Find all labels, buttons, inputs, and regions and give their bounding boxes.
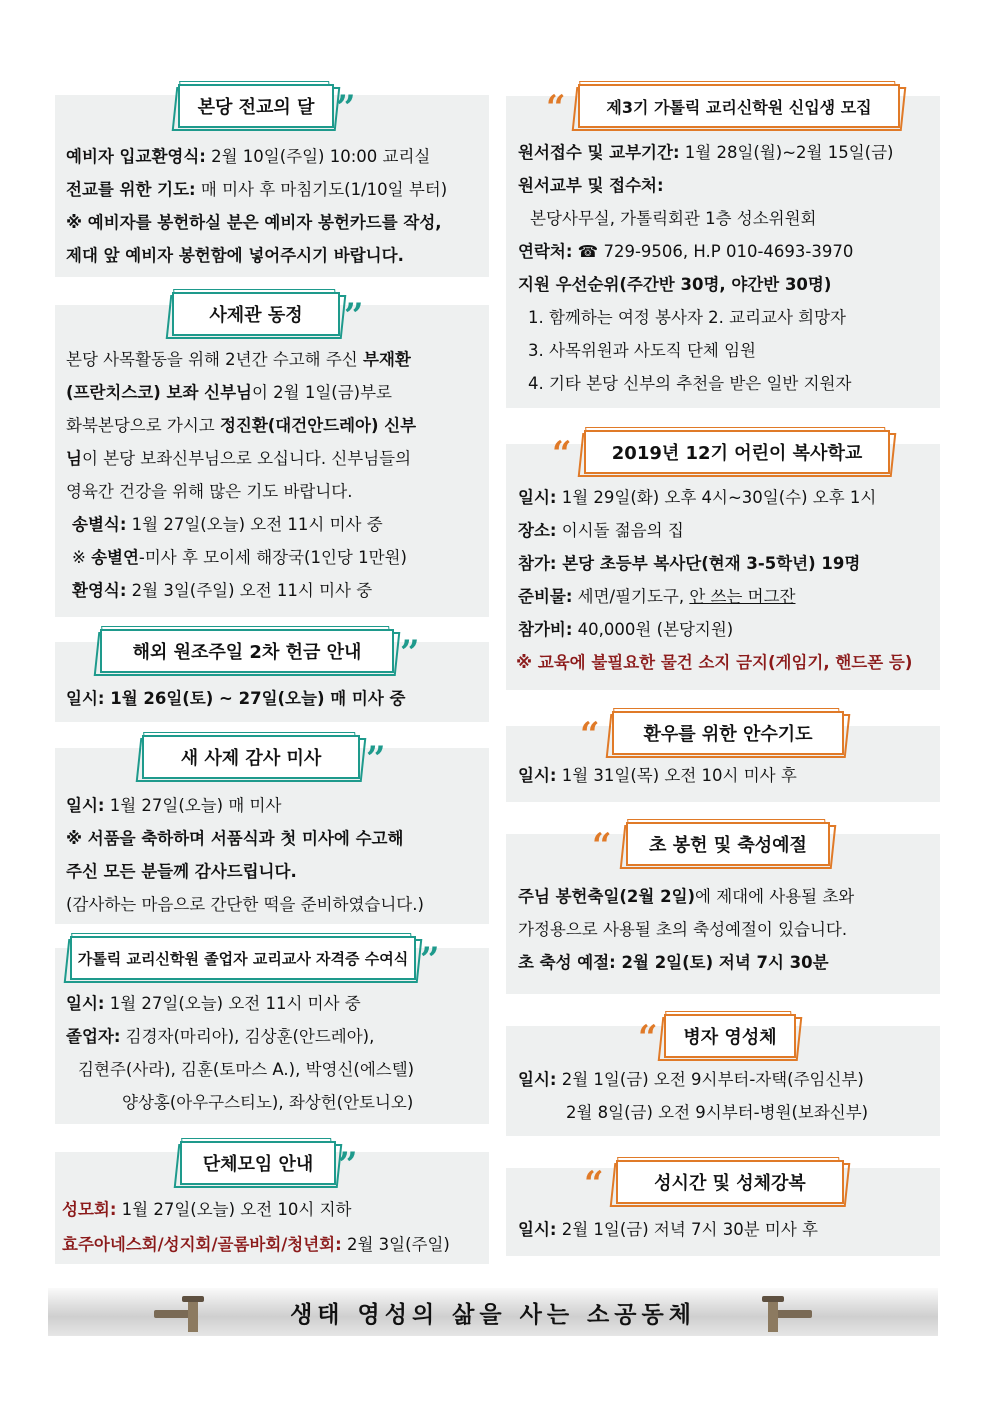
school-line-7: 3. 사목위원과 사도직 단체 임원 xyxy=(528,341,756,360)
school-line-2: 원서교부 및 접수처: xyxy=(518,176,664,195)
communion-title: 병자 영성체 “ xyxy=(664,1014,796,1058)
quote-open-icon: “ xyxy=(552,434,572,474)
newpriest-line-3: 주신 모든 분들께 감사드립니다. xyxy=(66,862,297,881)
kids-line-4: 준비물: 세면/필기도구, 안 쓰는 머그잔 xyxy=(518,587,796,606)
kids-line-2: 장소: 이시돌 젊음의 집 xyxy=(518,521,684,540)
candle-line-2: 가정용으로 사용될 초의 축성예절이 있습니다. xyxy=(518,920,848,939)
communion-line-1: 일시: 2월 1일(금) 오전 9시부터-자택(주임신부) xyxy=(518,1070,864,1089)
quote-icon: ” xyxy=(344,296,364,336)
banner-text: 생태 영성의 삶을 사는 소공동체 xyxy=(290,1301,696,1328)
faucet-icon xyxy=(760,1296,812,1332)
party-line: ※ 송별연-미사 후 모이세 해장국(1인당 1만원) xyxy=(72,548,407,567)
quote-open-icon: “ xyxy=(546,88,566,128)
school-line-5: 지원 우선순위(주간반 30명, 야간반 30명) xyxy=(518,275,832,294)
adoration-title: 성시간 및 성체강복 “ xyxy=(616,1160,844,1204)
school-line-8: 4. 기타 본당 신부의 추천을 받은 일반 지원자 xyxy=(528,374,852,393)
graduates-title: 가톨릭 교리신학원 졸업자 교리교사 자격증 수여식 ” xyxy=(70,936,416,980)
newpriest-line-1: 일시: 1월 27일(오늘) 매 미사 xyxy=(66,796,282,815)
graduates-line-2: 졸업자: 김경자(마리아), 김상훈(안드레아), xyxy=(66,1027,375,1046)
quote-open-icon: “ xyxy=(638,1018,658,1058)
adoration-line-1: 일시: 2월 1일(금) 저녁 7시 30분 미사 후 xyxy=(518,1220,818,1239)
graduates-line-4: 양상홍(아우구스티노), 좌상헌(안토니오) xyxy=(122,1093,414,1112)
candle-line-3: 초 축성 예절: 2월 2일(토) 저녁 7시 30분 xyxy=(518,953,829,972)
newpriest-line-2: ※ 서품을 축하하며 서품식과 첫 미사에 수고해 xyxy=(66,829,404,848)
quote-icon: ” xyxy=(366,739,386,779)
newpriest-title: 새 사제 감사 미사 ” xyxy=(142,735,360,779)
kids-line-6: ※ 교육에 불필요한 물건 소지 금지(게임기, 핸드폰 등) xyxy=(516,653,913,672)
school-line-3: 본당사무실, 가톨릭회관 1층 성소위원회 xyxy=(530,209,817,228)
communion-line-2: 2월 8일(금) 오전 9시부터-병원(보좌신부) xyxy=(566,1103,869,1122)
school-line-4: 연락처: ☎ 729-9506, H.P 010-4693-3970 xyxy=(518,242,854,261)
groups-title: 단체모임 안내 ” xyxy=(180,1141,336,1185)
mission-line-2: 전교를 위한 기도: 매 미사 후 마침기도(1/10일 부터) xyxy=(66,180,448,199)
sick-line-1: 일시: 1월 31일(목) 오전 10시 미사 후 xyxy=(518,766,797,785)
priest-line-4: 님이 본당 보좌신부님으로 오십니다. 신부님들의 xyxy=(66,449,412,468)
priest-line-3: 화북본당으로 가시고 정진환(대건안드레아) 신부 xyxy=(66,416,417,435)
kids-line-3: 참가: 본당 초등부 복사단(현재 3-5학년) 19명 xyxy=(518,554,861,573)
quote-icon: ” xyxy=(338,1145,358,1185)
priest-title: 사제관 동정 ” xyxy=(172,292,340,336)
kids-line-5: 참가비: 40,000원 (본당지원) xyxy=(518,620,734,639)
sick-title: 환우를 위한 안수기도 “ xyxy=(612,711,844,755)
overseas-title: 해외 원조주일 2차 헌금 안내 ” xyxy=(100,629,394,673)
priest-line-5: 영육간 건강을 위해 많은 기도 바랍니다. xyxy=(66,482,353,501)
school-line-1: 원서접수 및 교부기간: 1월 28일(월)~2월 15일(금) xyxy=(518,143,894,162)
quote-open-icon: “ xyxy=(592,826,612,866)
farewell-line: 송별식: 1월 27일(오늘) 오전 11시 미사 중 xyxy=(72,515,383,534)
candle-line-1: 주님 봉헌축일(2월 2일)에 제대에 사용될 초와 xyxy=(518,887,855,906)
newpriest-line-4: (감사하는 마음으로 간단한 떡을 준비하였습니다.) xyxy=(66,895,424,914)
priest-line-1: 본당 사목활동을 위해 2년간 수고해 주신 부재환 xyxy=(66,350,411,369)
mission-line-3: ※ 예비자를 봉헌하실 분은 예비자 봉헌카드를 작성, xyxy=(66,213,442,232)
school-line-6: 1. 함께하는 여정 봉사자 2. 교리교사 희망자 xyxy=(528,308,846,327)
welcome-line: 환영식: 2월 3일(주일) 오전 11시 미사 중 xyxy=(72,581,373,600)
mission-line-4: 제대 앞 예비자 봉헌함에 넣어주시기 바랍니다. xyxy=(66,246,404,265)
quote-open-icon: “ xyxy=(580,715,600,755)
mission-title: 본당 전교의 달 ” xyxy=(178,84,334,128)
school-title: 제3기 가톨릭 교리신학원 신입생 모집 “ xyxy=(578,84,900,128)
kids-title: 2019년 12기 어린이 복사학교 “ xyxy=(584,430,890,474)
quote-icon: ” xyxy=(400,633,420,673)
graduates-line-3: 김현주(사라), 김훈(토마스 A.), 박영신(에스텔) xyxy=(78,1060,415,1079)
graduates-line-1: 일시: 1월 27일(오늘) 오전 11시 미사 중 xyxy=(66,994,361,1013)
priest-line-2: (프란치스코) 보좌 신부님이 2월 1일(금)부로 xyxy=(66,383,392,402)
quote-icon: ” xyxy=(336,88,356,128)
groups-line-1: 성모회: 1월 27일(오늘) 오전 10시 지하 xyxy=(62,1200,352,1219)
mission-line-1: 예비자 입교환영식: 2월 10일(주일) 10:00 교리실 xyxy=(66,147,431,166)
kids-line-1: 일시: 1월 29일(화) 오후 4시~30일(수) 오후 1시 xyxy=(518,488,877,507)
groups-line-2: 효주아네스회/성지회/골롬바회/청년회: 2월 3일(주일) xyxy=(62,1235,450,1254)
quote-open-icon: “ xyxy=(584,1164,604,1204)
footer-banner xyxy=(48,1288,938,1336)
candle-title: 초 봉헌 및 축성예절 “ xyxy=(626,822,830,866)
quote-icon: ” xyxy=(420,940,440,980)
overseas-line: 일시: 1월 26일(토) ~ 27일(오늘) 매 미사 중 xyxy=(66,689,406,708)
